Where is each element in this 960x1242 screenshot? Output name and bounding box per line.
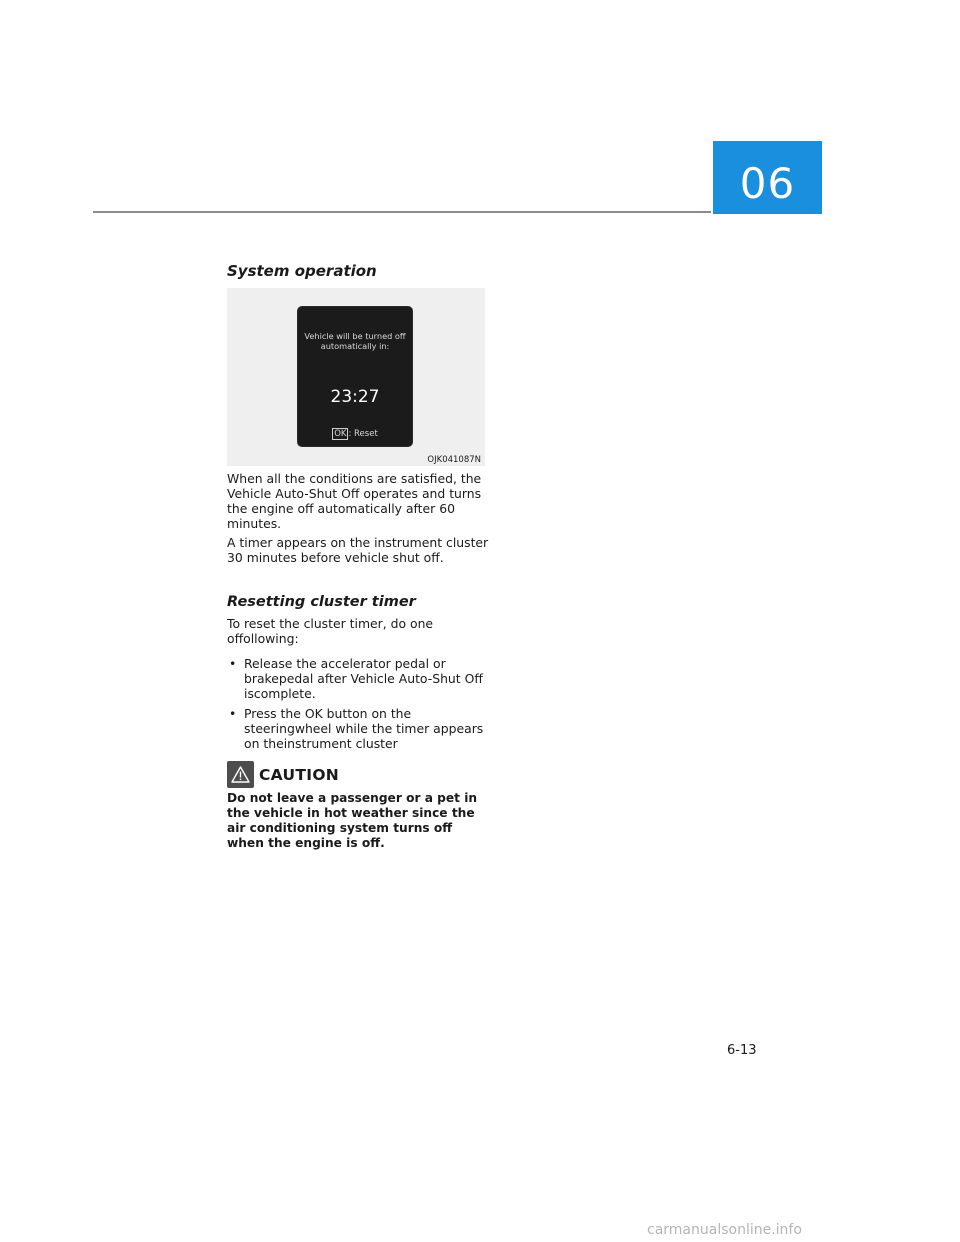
list-item	[227, 706, 489, 751]
reset-label: : Reset	[348, 429, 378, 439]
body-paragraph: When all the conditions are satisfied, the Vehicle Auto-Shut Off operates and turns the engine off automatically after 60 minutes.	[227, 471, 482, 531]
countdown-timer: 23:27	[330, 387, 380, 407]
body-paragraph: A timer appears on the instrument cluster 30 minutes before vehicle shut off.	[227, 535, 489, 565]
list-item	[227, 656, 489, 701]
intro-paragraph: To reset the cluster timer, do one offollowing:	[227, 616, 434, 646]
ok-key-icon: OK	[334, 429, 347, 439]
caution-text: Do not leave a passenger or a pet in the vehicle in hot weather since the air conditioning system turns off when the engine is off.	[227, 791, 478, 850]
section-heading: System operation	[227, 262, 377, 280]
caution-label: CAUTION	[259, 765, 340, 784]
bullet-icon: •	[229, 706, 237, 721]
page-number: 6-13	[727, 1043, 757, 1058]
header-rule	[93, 211, 711, 213]
reset-hint	[298, 428, 412, 440]
caution-header	[227, 761, 339, 788]
cluster-figure	[227, 288, 485, 466]
shutoff-message: Vehicle will be turned off automatically in:	[304, 331, 406, 351]
list-item-text: Release the accelerator pedal or brakepedal after Vehicle Auto-Shut Off iscomplete.	[244, 656, 483, 701]
subsection-heading: Resetting cluster timer	[227, 594, 416, 610]
chapter-tab: 06	[713, 141, 822, 214]
cluster-display	[298, 307, 412, 446]
figure-code: OJK041087N	[427, 455, 481, 465]
list-item-text: Press the OK button on the steeringwheel while the timer appears on theinstrument cluster	[244, 706, 484, 751]
watermark: carmanualsonline.info	[647, 1222, 802, 1238]
bullet-icon: •	[229, 656, 237, 671]
reset-steps-list	[227, 656, 489, 756]
warning-icon	[227, 761, 254, 788]
